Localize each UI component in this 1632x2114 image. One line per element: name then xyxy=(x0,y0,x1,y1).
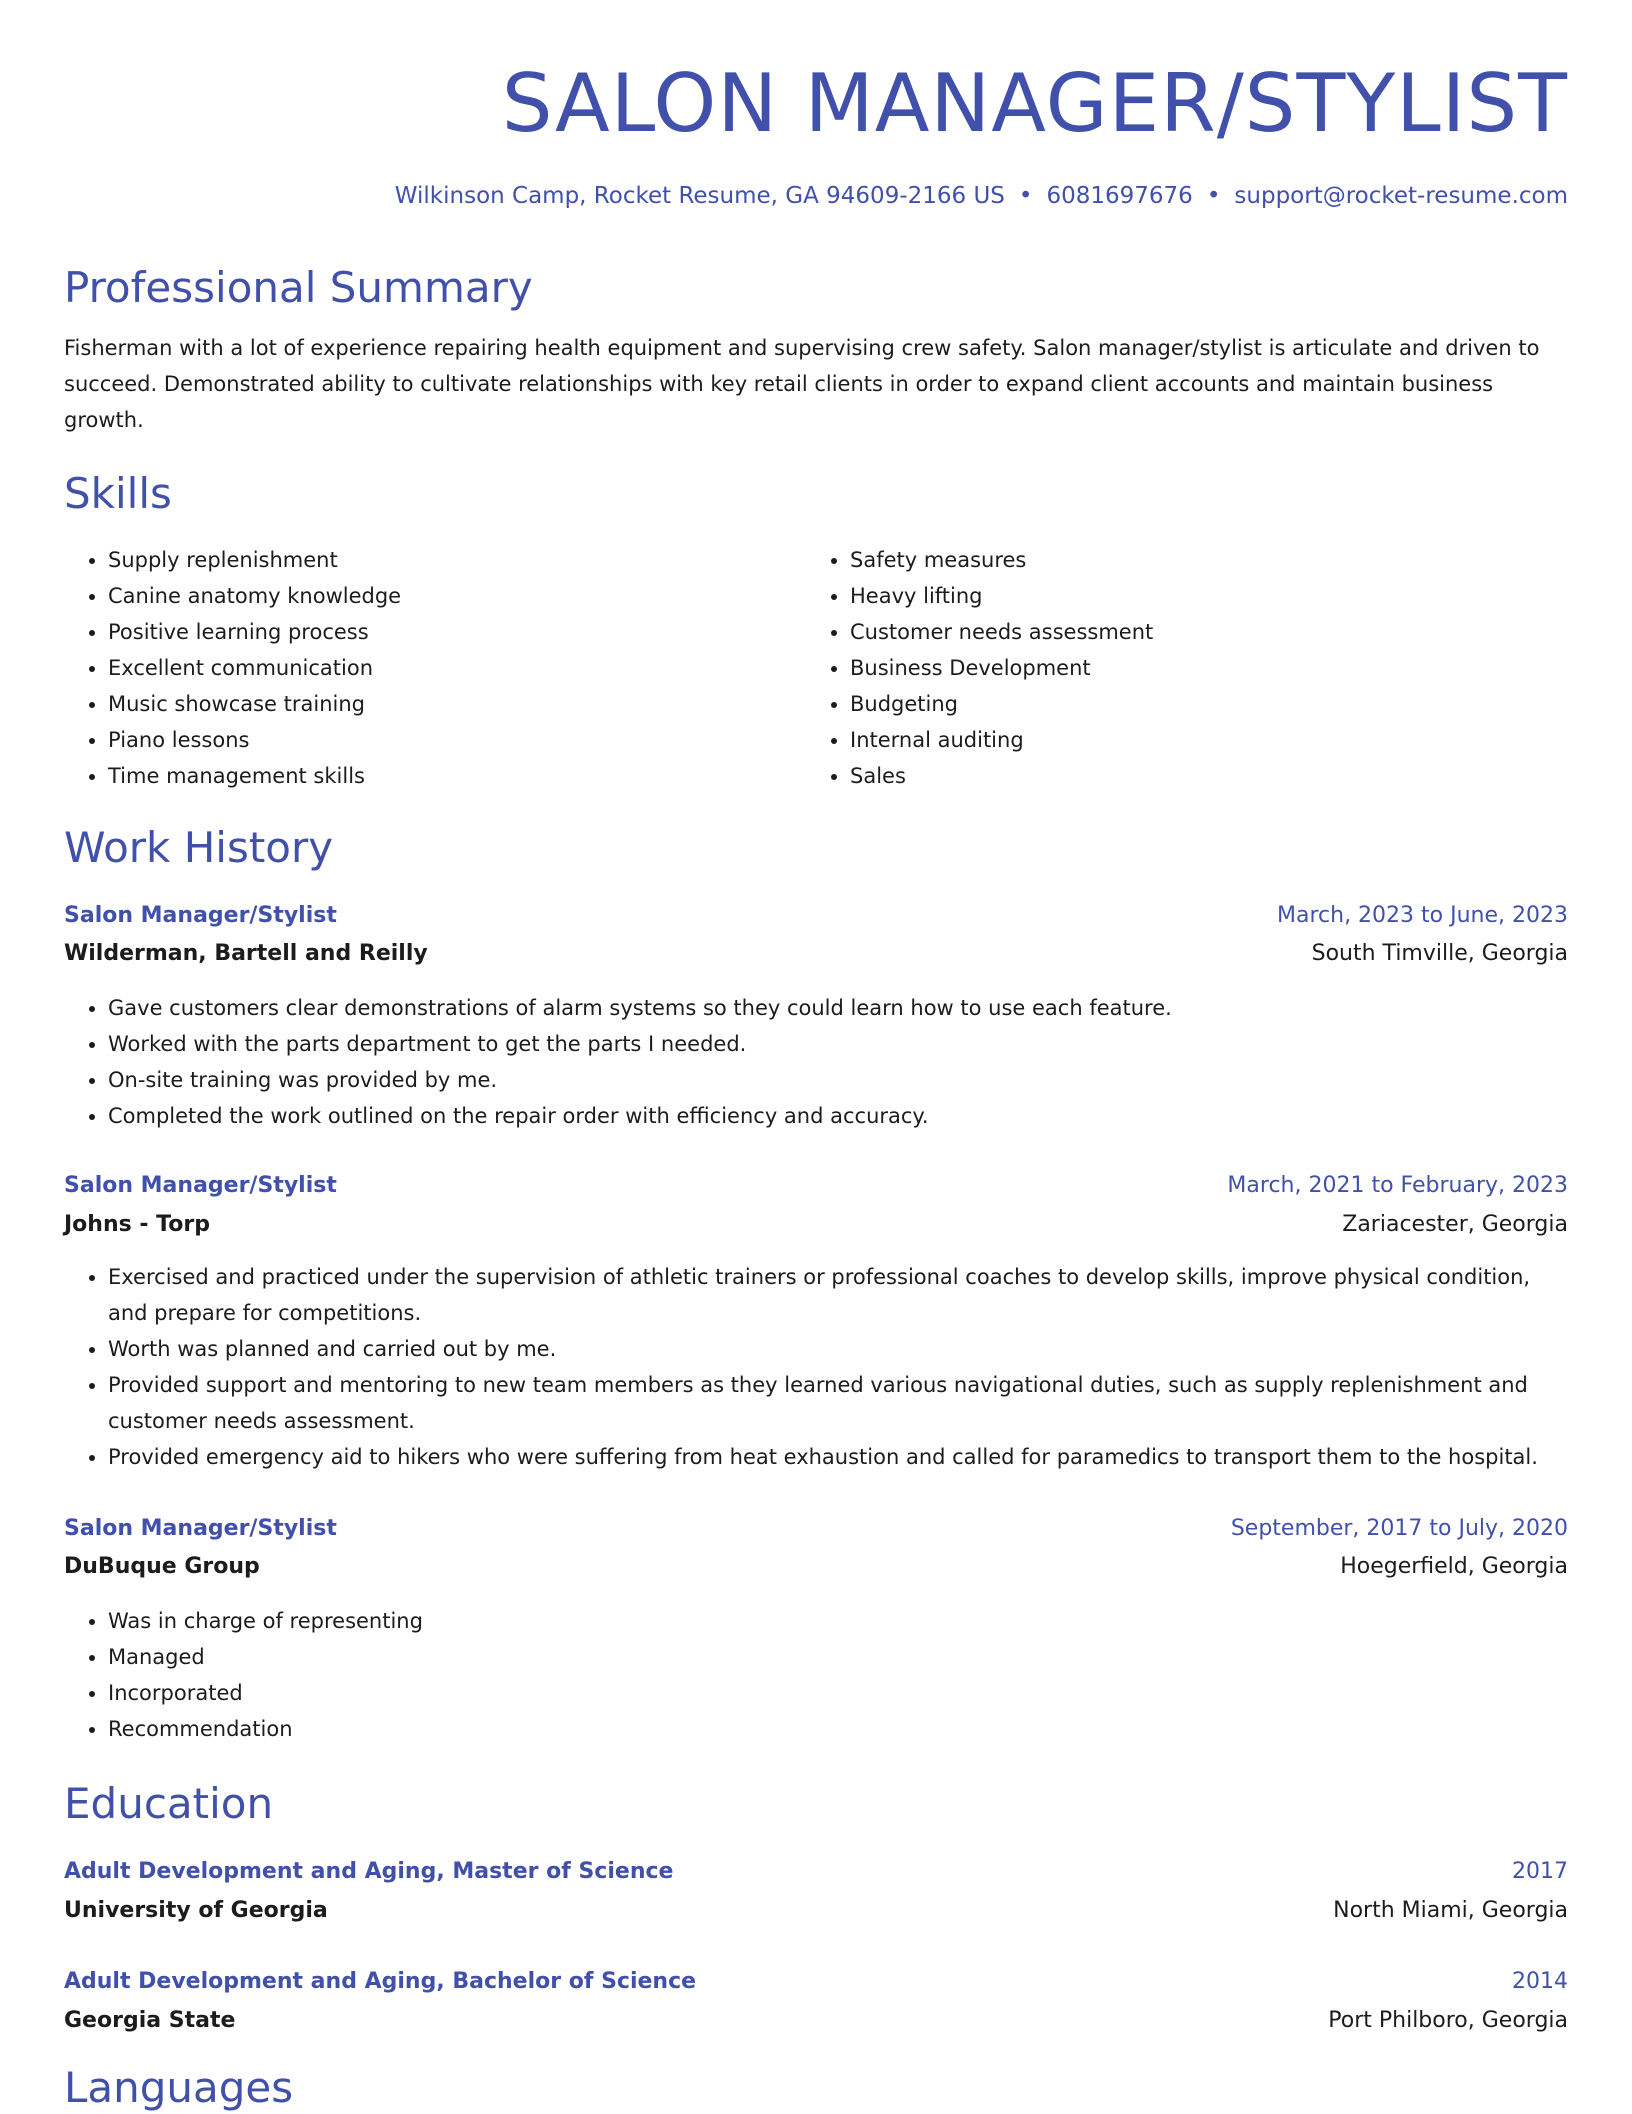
job-bullet: • Gave customers clear demonstrations of alarm systems so they could learn how to use each feature. xyxy=(108,990,1568,1026)
education-school-row xyxy=(64,2003,1568,2039)
job-company-row xyxy=(64,936,1568,972)
job-company: DuBuque Group xyxy=(64,1554,260,1579)
skill-item: • Excellent communication xyxy=(108,650,808,686)
education-heading: Education xyxy=(64,1779,274,1828)
education-location: North Miami, Georgia xyxy=(1333,1898,1568,1923)
skill-item: • Supply replenishment xyxy=(108,542,808,578)
job-title-row xyxy=(64,1511,1568,1547)
skill-item: • Budgeting xyxy=(850,686,1550,722)
contact-phone: 6081697676 xyxy=(1046,183,1193,209)
contact-address: Wilkinson Camp, Rocket Resume, GA 94609-2166 US xyxy=(394,183,1005,209)
resume-title: SALON MANAGER/STYLIST xyxy=(501,57,1568,150)
job-company: Johns - Torp xyxy=(64,1212,210,1237)
job-bullet: • Managed xyxy=(108,1639,1568,1675)
job-bullet: • Recommendation xyxy=(108,1711,1568,1747)
skill-item: • Time management skills xyxy=(108,758,808,794)
job-company-row xyxy=(64,1549,1568,1585)
education-school: Georgia State xyxy=(64,2008,236,2033)
summary-text: Fisherman with a lot of experience repairing health equipment and supervising crew safety. Salon manager/stylist is articulate and driven to succeed. Demonstrated ability to cultivate relationships with key retail clients in order to expand client accounts and maintain business growth. xyxy=(64,336,1540,432)
job-dates: September, 2017 to July, 2020 xyxy=(1230,1516,1568,1541)
job-bullet: • Was in charge of representing xyxy=(108,1603,1568,1639)
skill-item: • Customer needs assessment xyxy=(850,614,1550,650)
job-location: Zariacester, Georgia xyxy=(1342,1212,1568,1237)
skill-item: • Sales xyxy=(850,758,1550,794)
skill-item: • Internal auditing xyxy=(850,722,1550,758)
education-school-row xyxy=(64,1893,1568,1929)
job-bullet: • Worth was planned and carried out by me. xyxy=(108,1331,1568,1367)
job-title-row xyxy=(64,1168,1568,1204)
contact-line xyxy=(395,180,1568,212)
education-year: 2017 xyxy=(1512,1859,1568,1884)
education-location: Port Philboro, Georgia xyxy=(1328,2008,1568,2033)
education-school: University of Georgia xyxy=(64,1898,328,1923)
job-bullets xyxy=(64,1603,1568,1747)
job-dates: March, 2023 to June, 2023 xyxy=(1277,903,1568,928)
skill-item: • Music showcase training xyxy=(108,686,808,722)
job-bullet: • Worked with the parts department to get the parts I needed. xyxy=(108,1026,1568,1062)
summary-heading: Professional Summary xyxy=(64,263,533,312)
work-heading: Work History xyxy=(64,823,334,872)
job-title: Salon Manager/Stylist xyxy=(64,903,337,928)
job-bullets xyxy=(64,1259,1568,1475)
education-degree-row xyxy=(64,1854,1568,1890)
job-location: Hoegerfield, Georgia xyxy=(1340,1554,1568,1579)
job-bullet: • Completed the work outlined on the repair order with efficiency and accuracy. xyxy=(108,1098,1568,1134)
job-bullet: • Exercised and practiced under the supervision of athletic trainers or professional coaches to develop skills, improve physical condition, and prepare for competitions. xyxy=(108,1259,1568,1331)
education-year: 2014 xyxy=(1512,1969,1568,1994)
skill-item: • Piano lessons xyxy=(108,722,808,758)
job-location: South Timville, Georgia xyxy=(1311,941,1568,966)
skill-item: • Business Development xyxy=(850,650,1550,686)
skill-item: • Safety measures xyxy=(850,542,1550,578)
languages-heading: Languages xyxy=(64,2063,294,2112)
contact-email[interactable]: support@rocket-resume.com xyxy=(1234,183,1568,209)
job-title-row xyxy=(64,898,1568,934)
skills-heading: Skills xyxy=(64,469,172,518)
job-bullet: • Provided support and mentoring to new team members as they learned various navigational duties, such as supply replenishment and customer needs assessment. xyxy=(108,1367,1568,1439)
education-degree: Adult Development and Aging, Bachelor of Science xyxy=(64,1969,697,1994)
job-bullets xyxy=(64,990,1568,1134)
job-bullet: • Provided emergency aid to hikers who were suffering from heat exhaustion and called for paramedics to transport them to the hospital. xyxy=(108,1439,1568,1475)
skill-item: • Canine anatomy knowledge xyxy=(108,578,808,614)
contact-separator: • xyxy=(1018,183,1033,209)
job-title: Salon Manager/Stylist xyxy=(64,1173,337,1198)
skill-item: • Heavy lifting xyxy=(850,578,1550,614)
education-degree-row xyxy=(64,1964,1568,2000)
job-company-row xyxy=(64,1207,1568,1243)
job-title: Salon Manager/Stylist xyxy=(64,1516,337,1541)
job-company: Wilderman, Bartell and Reilly xyxy=(64,941,428,966)
job-bullet: • On-site training was provided by me. xyxy=(108,1062,1568,1098)
job-dates: March, 2021 to February, 2023 xyxy=(1227,1173,1568,1198)
contact-separator: • xyxy=(1206,183,1221,209)
job-bullet: • Incorporated xyxy=(108,1675,1568,1711)
education-degree: Adult Development and Aging, Master of Science xyxy=(64,1859,674,1884)
skill-item: • Positive learning process xyxy=(108,614,808,650)
skills-list-right xyxy=(806,542,1550,794)
skills-list-left xyxy=(64,542,808,794)
